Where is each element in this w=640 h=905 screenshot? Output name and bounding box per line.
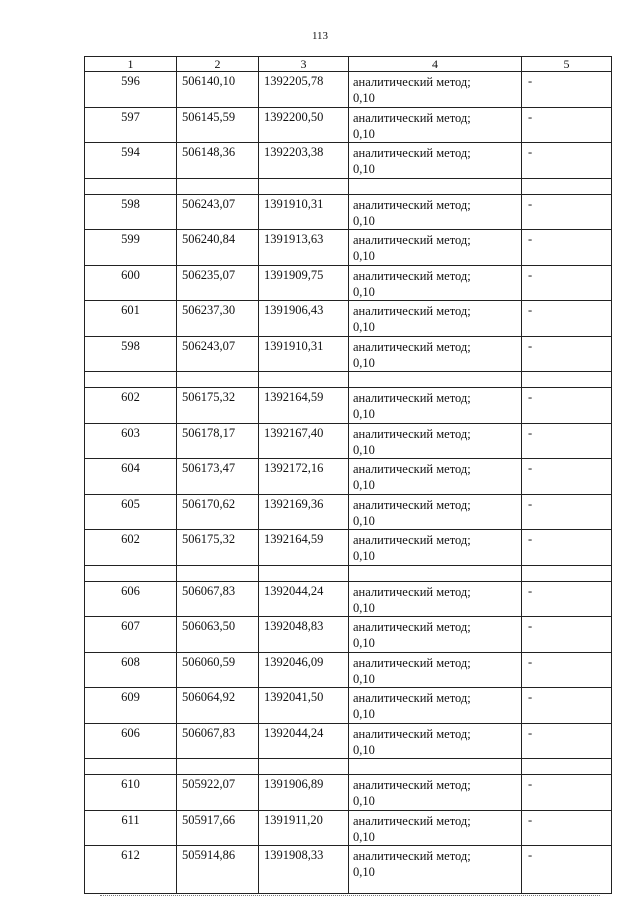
separator-cell <box>177 565 259 581</box>
x-coordinate-cell: 506148,36 <box>177 143 259 179</box>
x-coordinate-cell: 506170,62 <box>177 494 259 530</box>
separator-row <box>85 565 612 581</box>
extra-cell: - <box>522 107 612 143</box>
x-coordinate-cell: 506063,50 <box>177 617 259 653</box>
table-row <box>85 652 612 688</box>
extra-cell: - <box>522 143 612 179</box>
extra-cell: - <box>522 581 612 617</box>
table-row <box>85 688 612 724</box>
point-number-cell: 609 <box>85 688 177 724</box>
extra-cell: - <box>522 530 612 566</box>
separator-cell <box>177 372 259 388</box>
y-coordinate-cell: 1391908,33 <box>259 846 349 894</box>
point-number-cell: 612 <box>85 846 177 894</box>
extra-cell: - <box>522 652 612 688</box>
method-label: аналитический метод; <box>353 339 471 354</box>
precision-value: 0,10 <box>353 442 375 457</box>
table-row <box>85 107 612 143</box>
extra-cell: - <box>522 388 612 424</box>
table-row <box>85 459 612 495</box>
method-label: аналитический метод; <box>353 268 471 283</box>
separator-cell <box>85 565 177 581</box>
precision-value: 0,10 <box>353 865 375 879</box>
precision-value: 0,10 <box>353 742 375 757</box>
extra-cell: - <box>522 494 612 530</box>
method-label: аналитический метод; <box>353 146 471 160</box>
y-coordinate-cell: 1391909,75 <box>259 265 349 301</box>
method-label: аналитический метод; <box>353 655 471 670</box>
precision-value: 0,10 <box>353 671 375 686</box>
column-header-3: 3 <box>259 57 349 72</box>
separator-cell <box>349 178 522 194</box>
table-header-row <box>85 57 612 72</box>
y-coordinate-cell: 1392169,36 <box>259 494 349 530</box>
method-cell <box>349 230 522 266</box>
method-label: аналитический метод; <box>353 426 471 441</box>
y-coordinate-cell: 1392203,38 <box>259 143 349 179</box>
separator-cell <box>259 565 349 581</box>
separator-cell <box>522 178 612 194</box>
y-coordinate-cell: 1391911,20 <box>259 810 349 846</box>
method-label: аналитический метод; <box>353 849 471 863</box>
method-label: аналитический метод; <box>353 726 471 741</box>
table-row <box>85 265 612 301</box>
y-coordinate-cell: 1392046,09 <box>259 652 349 688</box>
precision-value: 0,10 <box>353 407 375 421</box>
table-row <box>85 846 612 894</box>
column-header-4: 4 <box>349 57 522 72</box>
table-row <box>85 388 612 424</box>
x-coordinate-cell: 506067,83 <box>177 581 259 617</box>
y-coordinate-cell: 1391910,31 <box>259 194 349 230</box>
extra-cell: - <box>522 230 612 266</box>
method-cell <box>349 581 522 617</box>
table-row <box>85 194 612 230</box>
precision-value: 0,10 <box>353 249 375 263</box>
point-number-cell: 597 <box>85 107 177 143</box>
separator-cell <box>522 565 612 581</box>
point-number-cell: 608 <box>85 652 177 688</box>
scan-artifact-line <box>100 895 600 899</box>
method-cell <box>349 775 522 811</box>
y-coordinate-cell: 1392041,50 <box>259 688 349 724</box>
extra-cell: - <box>522 775 612 811</box>
method-label: аналитический метод; <box>353 691 471 705</box>
point-number-cell: 594 <box>85 143 177 179</box>
x-coordinate-cell: 506060,59 <box>177 652 259 688</box>
method-cell <box>349 143 522 179</box>
extra-cell: - <box>522 72 612 108</box>
method-cell <box>349 107 522 143</box>
x-coordinate-cell: 506235,07 <box>177 265 259 301</box>
method-cell <box>349 194 522 230</box>
extra-cell: - <box>522 265 612 301</box>
method-cell <box>349 617 522 653</box>
point-number-cell: 611 <box>85 810 177 846</box>
separator-cell <box>522 372 612 388</box>
y-coordinate-cell: 1391906,43 <box>259 301 349 337</box>
table-row <box>85 810 612 846</box>
method-label: аналитический метод; <box>353 497 471 512</box>
separator-cell <box>85 178 177 194</box>
x-coordinate-cell: 506145,59 <box>177 107 259 143</box>
separator-cell <box>259 372 349 388</box>
precision-value: 0,10 <box>353 513 375 528</box>
precision-value: 0,10 <box>353 549 375 563</box>
table-row <box>85 143 612 179</box>
method-cell <box>349 301 522 337</box>
y-coordinate-cell: 1392164,59 <box>259 388 349 424</box>
separator-cell <box>259 759 349 775</box>
x-coordinate-cell: 505917,66 <box>177 810 259 846</box>
x-coordinate-cell: 506175,32 <box>177 530 259 566</box>
method-cell <box>349 652 522 688</box>
extra-cell: - <box>522 301 612 337</box>
method-cell <box>349 810 522 846</box>
method-label: аналитический метод; <box>353 391 471 405</box>
extra-cell: - <box>522 423 612 459</box>
precision-value: 0,10 <box>353 126 375 141</box>
method-label: аналитический метод; <box>353 304 471 318</box>
method-cell <box>349 688 522 724</box>
table-row <box>85 72 612 108</box>
table-row <box>85 230 612 266</box>
y-coordinate-cell: 1392164,59 <box>259 530 349 566</box>
x-coordinate-cell: 506237,30 <box>177 301 259 337</box>
separator-cell <box>522 759 612 775</box>
method-label: аналитический метод; <box>353 584 471 599</box>
table-row <box>85 723 612 759</box>
y-coordinate-cell: 1392048,83 <box>259 617 349 653</box>
table-row <box>85 581 612 617</box>
table-row <box>85 301 612 337</box>
table-row <box>85 336 612 372</box>
separator-cell <box>349 372 522 388</box>
point-number-cell: 603 <box>85 423 177 459</box>
separator-row <box>85 372 612 388</box>
precision-value: 0,10 <box>353 707 375 721</box>
method-cell <box>349 336 522 372</box>
point-number-cell: 604 <box>85 459 177 495</box>
point-number-cell: 596 <box>85 72 177 108</box>
precision-value: 0,10 <box>353 794 375 808</box>
method-cell <box>349 265 522 301</box>
column-header-2: 2 <box>177 57 259 72</box>
extra-cell: - <box>522 723 612 759</box>
coordinates-table <box>84 56 612 894</box>
x-coordinate-cell: 506175,32 <box>177 388 259 424</box>
method-cell <box>349 459 522 495</box>
y-coordinate-cell: 1392172,16 <box>259 459 349 495</box>
y-coordinate-cell: 1392200,50 <box>259 107 349 143</box>
precision-value: 0,10 <box>353 829 375 844</box>
x-coordinate-cell: 506064,92 <box>177 688 259 724</box>
method-cell <box>349 388 522 424</box>
method-cell <box>349 423 522 459</box>
method-cell <box>349 530 522 566</box>
separator-cell <box>349 759 522 775</box>
separator-cell <box>259 178 349 194</box>
method-label: аналитический метод; <box>353 75 471 89</box>
table-row <box>85 494 612 530</box>
x-coordinate-cell: 505922,07 <box>177 775 259 811</box>
point-number-cell: 600 <box>85 265 177 301</box>
separator-cell <box>349 565 522 581</box>
separator-cell <box>85 759 177 775</box>
page-number: 113 <box>311 30 329 42</box>
precision-value: 0,10 <box>353 636 375 650</box>
x-coordinate-cell: 505914,86 <box>177 846 259 894</box>
method-label: аналитический метод; <box>353 620 471 634</box>
point-number-cell: 598 <box>85 336 177 372</box>
point-number-cell: 601 <box>85 301 177 337</box>
method-cell <box>349 723 522 759</box>
method-cell <box>349 846 522 894</box>
y-coordinate-cell: 1392044,24 <box>259 723 349 759</box>
point-number-cell: 607 <box>85 617 177 653</box>
table-row <box>85 775 612 811</box>
extra-cell: - <box>522 459 612 495</box>
extra-cell: - <box>522 846 612 894</box>
precision-value: 0,10 <box>353 600 375 615</box>
precision-value: 0,10 <box>353 91 375 105</box>
method-label: аналитический метод; <box>353 110 471 125</box>
extra-cell: - <box>522 688 612 724</box>
precision-value: 0,10 <box>353 320 375 334</box>
precision-value: 0,10 <box>353 162 375 176</box>
method-label: аналитический метод; <box>353 462 471 476</box>
point-number-cell: 610 <box>85 775 177 811</box>
x-coordinate-cell: 506243,07 <box>177 194 259 230</box>
point-number-cell: 606 <box>85 723 177 759</box>
y-coordinate-cell: 1391910,31 <box>259 336 349 372</box>
column-header-5: 5 <box>522 57 612 72</box>
x-coordinate-cell: 506243,07 <box>177 336 259 372</box>
separator-cell <box>177 759 259 775</box>
x-coordinate-cell: 506173,47 <box>177 459 259 495</box>
method-label: аналитический метод; <box>353 197 471 212</box>
extra-cell: - <box>522 617 612 653</box>
y-coordinate-cell: 1392167,40 <box>259 423 349 459</box>
point-number-cell: 602 <box>85 388 177 424</box>
y-coordinate-cell: 1392044,24 <box>259 581 349 617</box>
point-number-cell: 599 <box>85 230 177 266</box>
method-cell <box>349 72 522 108</box>
extra-cell: - <box>522 810 612 846</box>
method-label: аналитический метод; <box>353 533 471 547</box>
precision-value: 0,10 <box>353 213 375 228</box>
method-cell <box>349 494 522 530</box>
method-label: аналитический метод; <box>353 778 471 792</box>
table-row <box>85 423 612 459</box>
precision-value: 0,10 <box>353 478 375 492</box>
column-header-1: 1 <box>85 57 177 72</box>
extra-cell: - <box>522 336 612 372</box>
point-number-cell: 605 <box>85 494 177 530</box>
table-row <box>85 530 612 566</box>
method-label: аналитический метод; <box>353 233 471 247</box>
table-body <box>85 72 612 894</box>
precision-value: 0,10 <box>353 355 375 370</box>
x-coordinate-cell: 506178,17 <box>177 423 259 459</box>
separator-cell <box>177 178 259 194</box>
separator-row <box>85 759 612 775</box>
x-coordinate-cell: 506140,10 <box>177 72 259 108</box>
precision-value: 0,10 <box>353 284 375 299</box>
point-number-cell: 602 <box>85 530 177 566</box>
method-label: аналитический метод; <box>353 813 471 828</box>
point-number-cell: 606 <box>85 581 177 617</box>
point-number-cell: 598 <box>85 194 177 230</box>
extra-cell: - <box>522 194 612 230</box>
table-row <box>85 617 612 653</box>
y-coordinate-cell: 1391906,89 <box>259 775 349 811</box>
x-coordinate-cell: 506240,84 <box>177 230 259 266</box>
separator-row <box>85 178 612 194</box>
x-coordinate-cell: 506067,83 <box>177 723 259 759</box>
y-coordinate-cell: 1392205,78 <box>259 72 349 108</box>
separator-cell <box>85 372 177 388</box>
y-coordinate-cell: 1391913,63 <box>259 230 349 266</box>
